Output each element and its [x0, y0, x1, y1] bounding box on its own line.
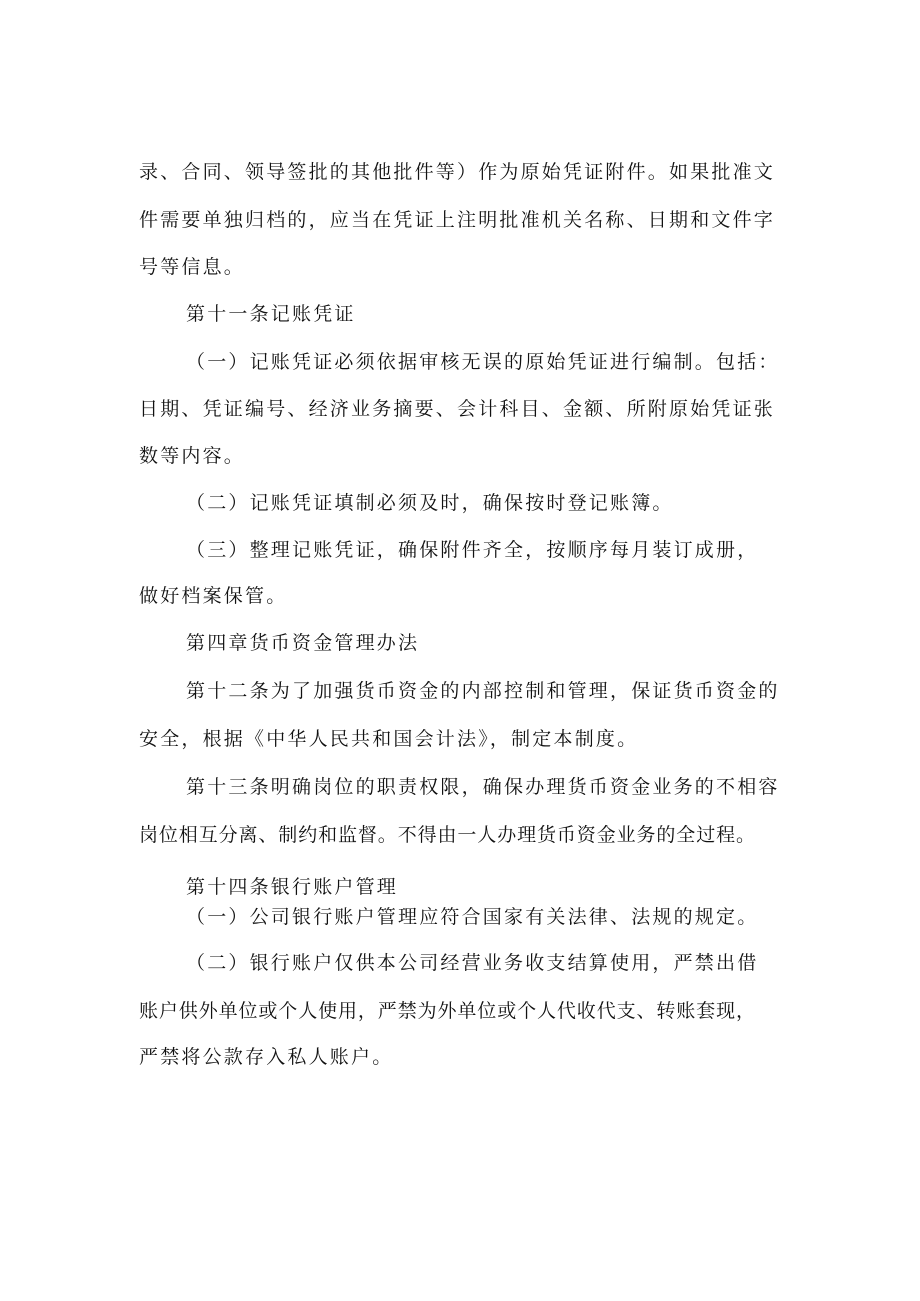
text-line-3: 号等信息。 [139, 256, 246, 278]
text-line-12: 第十二条为了加强货币资金的内部控制和管理，保证货币资金的 [186, 680, 780, 702]
text-line-13: 安全，根据《中华人民共和国会计法》，制定本制度。 [139, 728, 639, 750]
chapter-heading-4: 第四章货币资金管理办法 [186, 632, 420, 654]
text-line-6: 日期、凭证编号、经济业务摘要、会计科目、金额、所附原始凭证张 [139, 398, 776, 420]
section-heading-article-11: 第十一条记账凭证 [186, 303, 356, 325]
text-line-17: （一）公司银行账户管理应符合国家有关法律、法规的规定。 [186, 906, 759, 928]
text-line-19: 账户供外单位或个人使用，严禁为外单位或个人代收代支、转账套现， [139, 1000, 756, 1022]
section-heading-article-14: 第十四条银行账户管理 [186, 876, 399, 898]
text-line-18: （二）银行账户仅供本公司经营业务收支结算使用，严禁出借 [186, 952, 759, 974]
text-line-2: 件需要单独归档的，应当在凭证上注明批准机关名称、日期和文件字 [139, 209, 776, 231]
text-line-8: （二）记账凭证填制必须及时，确保按时登记账簿。 [186, 492, 674, 514]
text-line-1: 录、合同、领导签批的其他批件等）作为原始凭证附件。如果批准文 [139, 161, 776, 183]
text-line-20: 严禁将公款存入私人账户。 [139, 1046, 394, 1068]
text-line-14: 第十三条明确岗位的职责权限，确保办理货币资金业务的不相容 [186, 776, 780, 798]
text-line-15: 岗位相互分离、制约和监督。不得由一人办理货币资金业务的全过程。 [139, 824, 756, 846]
text-line-10: 做好档案保管。 [139, 585, 288, 607]
text-line-5: （一）记账凭证必须依据审核无误的原始凭证进行编制。包括： [186, 351, 780, 373]
text-line-9: （三）整理记账凭证，确保附件齐全，按顺序每月装订成册， [186, 539, 759, 561]
text-line-7: 数等内容。 [139, 445, 246, 467]
